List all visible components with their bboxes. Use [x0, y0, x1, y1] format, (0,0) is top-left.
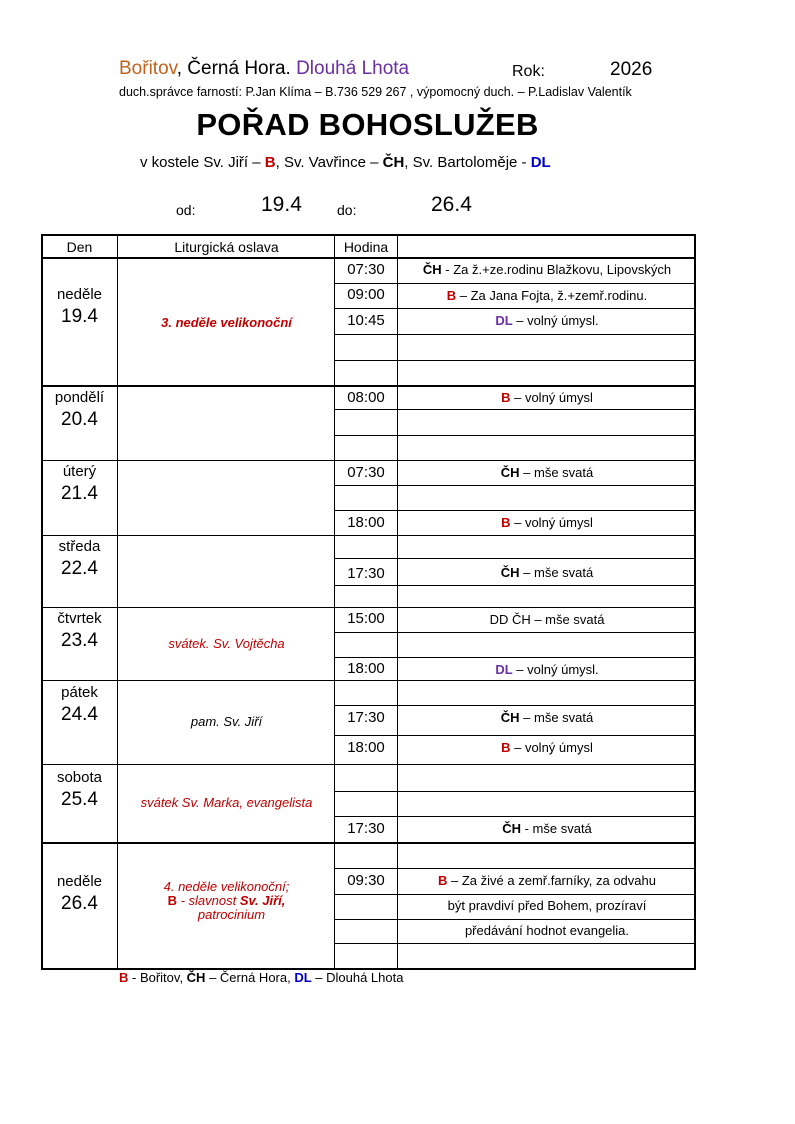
- place-dlouha-lhota: Dlouhá Lhota: [296, 58, 410, 79]
- celebration-line: 4. neděle velikonoční;: [163, 879, 290, 894]
- intention-text: – volný úmysl: [510, 740, 593, 755]
- day-divider: [41, 680, 696, 681]
- intention-text: – volný úmysl: [510, 515, 593, 530]
- row-divider: [334, 868, 696, 869]
- service-intention: [398, 662, 696, 677]
- intention-text: – volný úmysl.: [512, 313, 599, 328]
- day-cell: [41, 684, 118, 726]
- day-date: 25.4: [61, 789, 98, 810]
- day-cell: [41, 389, 118, 431]
- church-code: B: [438, 873, 448, 888]
- service-time: 18:00: [347, 514, 385, 531]
- legend-text: – Dlouhá Lhota: [311, 970, 404, 985]
- day-divider: [41, 842, 696, 844]
- to-date: 26.4: [431, 193, 472, 216]
- row-divider: [334, 632, 696, 633]
- celebration-line: patrocinium: [197, 907, 266, 922]
- intention-text: – mše svatá: [519, 710, 594, 725]
- service-intention: [398, 898, 696, 913]
- day-cell: [41, 610, 118, 652]
- row-divider: [334, 894, 696, 895]
- intention-text: být pravdiví před Bohem, prozíraví: [447, 898, 647, 913]
- church-code: B: [446, 288, 457, 303]
- celebration-text-multiline: [118, 880, 335, 926]
- service-time: 17:30: [347, 709, 385, 726]
- church-text: , Sv. Vavřince –: [275, 154, 383, 171]
- service-intention: [398, 923, 696, 938]
- intention-text: – volný úmysl.: [512, 662, 599, 677]
- legend: [119, 970, 403, 985]
- intention-text: – volný úmysl: [510, 390, 593, 405]
- year-value: 2026: [610, 59, 653, 80]
- intention-text: – mše svatá: [519, 465, 594, 480]
- row-divider: [334, 435, 696, 436]
- day-name: čtvrtek: [57, 610, 102, 627]
- service-time: 07:30: [347, 261, 385, 278]
- row-divider: [334, 558, 696, 559]
- row-divider: [334, 657, 696, 658]
- table-border: [41, 234, 43, 970]
- row-divider: [334, 334, 696, 335]
- day-name: neděle: [56, 873, 103, 890]
- service-time: 17:30: [347, 820, 385, 837]
- day-date: 24.4: [61, 704, 98, 725]
- place-cerna-hora: Černá Hora.: [187, 58, 297, 79]
- intention-text: - mše svatá: [520, 821, 592, 836]
- row-divider: [334, 409, 696, 410]
- day-cell: [41, 463, 118, 505]
- intention-text: předávání hodnot evangelia.: [464, 923, 630, 938]
- church-code: DL: [495, 313, 513, 328]
- row-divider: [334, 283, 696, 284]
- service-time: 09:30: [347, 872, 385, 889]
- celebration-line: [118, 894, 335, 908]
- day-cell: [41, 538, 118, 580]
- day-divider: [41, 385, 696, 387]
- church-code: DL: [530, 154, 551, 171]
- day-cell: [41, 769, 118, 811]
- day-date: 19.4: [61, 306, 98, 327]
- service-intention: [398, 612, 696, 627]
- intention-text: DD ČH – mše svatá: [489, 612, 605, 627]
- day-name: pátek: [61, 684, 98, 701]
- service-time: 10:45: [347, 312, 385, 329]
- day-name: sobota: [56, 769, 103, 786]
- column-header-day: Den: [66, 239, 93, 255]
- service-intention: [398, 262, 696, 277]
- service-intention: [398, 565, 696, 580]
- intention-text: – Za Jana Fojta, ž.+zemř.rodinu.: [456, 288, 648, 303]
- places-heading: [119, 58, 409, 80]
- day-divider: [41, 607, 696, 608]
- schedule-table: [41, 234, 696, 970]
- celebration-text: 3. neděle velikonoční: [161, 315, 292, 330]
- row-divider: [334, 735, 696, 736]
- day-date: 23.4: [61, 630, 98, 651]
- day-divider: [41, 764, 696, 765]
- from-date: 19.4: [261, 193, 302, 216]
- service-intention: [398, 710, 696, 725]
- celebration-code: B: [167, 893, 177, 908]
- church-text: v kostele Sv. Jiří –: [140, 154, 265, 171]
- church-text: , Sv. Bartoloměje -: [404, 154, 531, 171]
- row-divider: [334, 919, 696, 920]
- row-divider: [334, 308, 696, 309]
- table-border: [694, 234, 696, 970]
- day-date: 26.4: [61, 893, 98, 914]
- row-divider: [334, 510, 696, 511]
- celebration-fragment: Sv. Jiří,: [239, 893, 286, 908]
- church-code: ČH: [502, 821, 521, 836]
- row-divider: [334, 485, 696, 486]
- clergy-info: duch.správce farností: P.Jan Klíma – B.736 529 267 , výpomocný duch. – P.Ladislav Valentík: [119, 85, 632, 99]
- celebration-fragment: - slavnost: [176, 893, 240, 908]
- service-time: 09:00: [347, 286, 385, 303]
- day-name: neděle: [56, 286, 103, 303]
- day-cell: [41, 873, 118, 915]
- column-divider: [117, 234, 118, 970]
- column-header-celebration: Liturgická oslava: [174, 239, 279, 255]
- column-divider: [397, 234, 398, 970]
- day-date: 22.4: [61, 558, 98, 579]
- church-code: ČH: [500, 565, 520, 580]
- church-code: B: [501, 390, 511, 405]
- service-time: 18:00: [347, 660, 385, 677]
- year-label: Rok:: [512, 63, 545, 80]
- service-time: 17:30: [347, 565, 385, 582]
- church-code: DL: [495, 662, 513, 677]
- day-cell: [41, 286, 118, 328]
- service-time: 07:30: [347, 464, 385, 481]
- service-intention: [398, 288, 696, 303]
- row-divider: [334, 705, 696, 706]
- church-code: ČH: [422, 262, 442, 277]
- church-code: B: [501, 515, 511, 530]
- to-label: do:: [337, 202, 357, 218]
- celebration-text: svátek. Sv. Vojtěcha: [168, 636, 285, 651]
- service-time: 15:00: [347, 610, 385, 627]
- column-header-time: Hodina: [343, 239, 389, 255]
- church-code: ČH: [382, 154, 405, 171]
- row-divider: [334, 791, 696, 792]
- service-time: 18:00: [347, 739, 385, 756]
- separator: ,: [176, 58, 188, 79]
- day-name: pondělí: [54, 389, 105, 406]
- legend-code: DL: [294, 970, 312, 985]
- legend-code: ČH: [186, 970, 206, 985]
- day-divider: [41, 535, 696, 536]
- row-divider: [334, 585, 696, 586]
- row-divider: [334, 816, 696, 817]
- churches-line: [140, 154, 551, 171]
- legend-text: – Černá Hora,: [205, 970, 295, 985]
- church-code: ČH: [500, 710, 520, 725]
- column-divider: [334, 234, 335, 970]
- intention-text: - Za ž.+ze.rodinu Blažkovu, Lipovských: [441, 262, 672, 277]
- celebration-text: pam. Sv. Jiří: [190, 714, 263, 729]
- service-time: 08:00: [347, 389, 385, 406]
- celebration-text: svátek Sv. Marka, evangelista: [140, 795, 313, 810]
- service-intention: [398, 313, 696, 328]
- service-intention: [398, 465, 696, 480]
- church-code: B: [501, 740, 511, 755]
- day-date: 21.4: [61, 483, 98, 504]
- service-intention: [398, 515, 696, 530]
- service-intention: [398, 873, 696, 888]
- day-name: úterý: [62, 463, 97, 480]
- intention-text: – mše svatá: [519, 565, 594, 580]
- church-code: B: [264, 154, 276, 171]
- day-date: 20.4: [61, 409, 98, 430]
- from-label: od:: [176, 202, 196, 218]
- day-divider: [41, 460, 696, 461]
- column-header-intention: [398, 236, 694, 258]
- place-boritov: Bořitov: [119, 58, 177, 79]
- service-intention: [398, 740, 696, 755]
- legend-text: - Bořitov,: [128, 970, 187, 985]
- row-divider: [334, 943, 696, 944]
- day-name: středa: [58, 538, 101, 555]
- legend-code: B: [119, 970, 129, 985]
- service-intention: [398, 821, 696, 836]
- row-divider: [334, 360, 696, 361]
- page-title: POŘAD BOHOSLUŽEB: [196, 107, 539, 142]
- church-code: ČH: [500, 465, 520, 480]
- intention-text: – Za živé a zemř.farníky, za odvahu: [447, 873, 656, 888]
- service-intention: [398, 390, 696, 405]
